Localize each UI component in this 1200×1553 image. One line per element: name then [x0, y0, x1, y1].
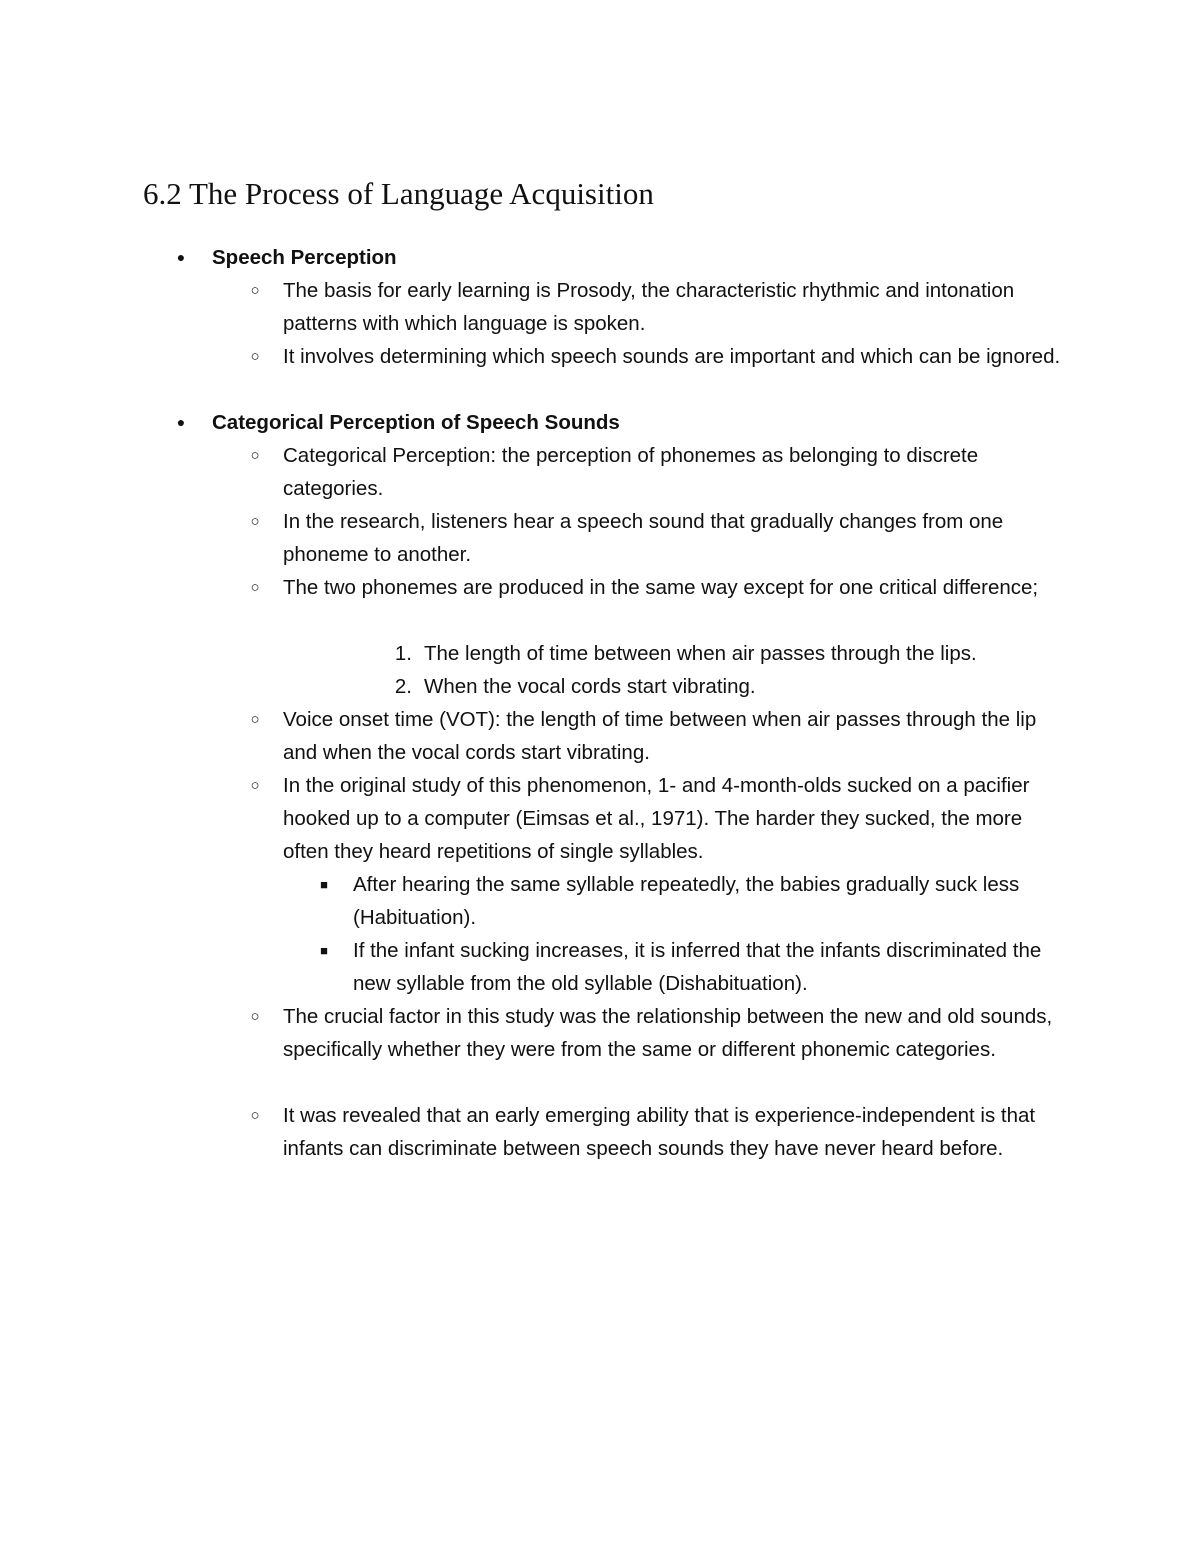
- section-heading-label: Speech Perception: [212, 246, 397, 269]
- section-heading-label: Categorical Perception of Speech Sounds: [212, 411, 620, 434]
- list-item-text: The crucial factor in this study was the relationship between the new and old sounds, specifically whether they were from the same or different phonemic categories.: [283, 1005, 1053, 1061]
- list-item-text: In the research, listeners hear a speech sound that gradually changes from one phoneme to another.: [283, 510, 1004, 566]
- sub-list-item-text: If the infant sucking increases, it is inferred that the infants discriminated the new syllable from the old syllable (Dishabituation).: [353, 939, 1042, 995]
- sub-list-item: [0, 868, 1200, 934]
- hollow-bullet-icon: ○: [250, 282, 260, 299]
- hollow-bullet-icon: ○: [250, 1107, 260, 1124]
- hollow-bullet-icon: ○: [250, 711, 260, 728]
- hollow-bullet-icon: ○: [250, 348, 260, 365]
- list-item: [0, 1099, 1200, 1198]
- section-heading-speech-perception: [0, 241, 1200, 274]
- square-bullet-icon: ■: [320, 943, 328, 958]
- outline-list: [0, 241, 1200, 1198]
- list-item: [0, 340, 1200, 406]
- list-item: [0, 439, 1200, 505]
- sub-list-item-text: After hearing the same syllable repeatedly, the babies gradually suck less (Habituation).: [353, 873, 1020, 929]
- hollow-bullet-icon: ○: [250, 513, 260, 530]
- item-number: 2.: [394, 675, 412, 698]
- list-item: [0, 505, 1200, 571]
- list-item-text: The basis for early learning is Prosody, the characteristic rhythmic and intonation patterns with which language is spoken.: [283, 279, 1015, 335]
- hollow-bullet-icon: ○: [250, 777, 260, 794]
- hollow-bullet-icon: ○: [250, 579, 260, 596]
- numbered-item: [0, 670, 1200, 703]
- hollow-bullet-icon: ○: [250, 1008, 260, 1025]
- list-item-text: In the original study of this phenomenon, 1- and 4-month-olds sucked on a pacifier hooked up to a computer (Eimsas et al., 1971). The harder they sucked, the more often they heard repetitions of single syllables.: [283, 774, 1030, 863]
- list-item: [0, 703, 1200, 769]
- sub-list-item: [0, 934, 1200, 1000]
- filled-bullet-icon: ●: [176, 249, 186, 265]
- list-item: [0, 274, 1200, 340]
- page-title: 6.2 The Process of Language Acquisition: [143, 176, 654, 211]
- list-item-text: Categorical Perception: the perception of phonemes as belonging to discrete categories.: [283, 444, 979, 500]
- list-item-text: Voice onset time (VOT): the length of time between when air passes through the lip and when the vocal cords start vibrating.: [283, 708, 1037, 764]
- list-item: [0, 769, 1200, 868]
- square-bullet-icon: ■: [320, 877, 328, 892]
- hollow-bullet-icon: ○: [250, 447, 260, 464]
- list-item: [0, 571, 1200, 637]
- section-heading-categorical-perception: [0, 406, 1200, 439]
- list-item: [0, 1000, 1200, 1099]
- numbered-item-text: When the vocal cords start vibrating.: [424, 675, 756, 698]
- list-item-text: It was revealed that an early emerging ability that is experience-independent is that infants can discriminate between speech sounds they have never heard before.: [283, 1104, 1036, 1160]
- numbered-item-text: The length of time between when air passes through the lips.: [424, 642, 977, 665]
- list-item-text: It involves determining which speech sounds are important and which can be ignored.: [283, 345, 1061, 368]
- numbered-item: [0, 637, 1200, 670]
- filled-bullet-icon: ●: [176, 414, 186, 430]
- item-number: 1.: [394, 642, 412, 665]
- list-item-text: The two phonemes are produced in the same way except for one critical difference;: [283, 576, 1039, 599]
